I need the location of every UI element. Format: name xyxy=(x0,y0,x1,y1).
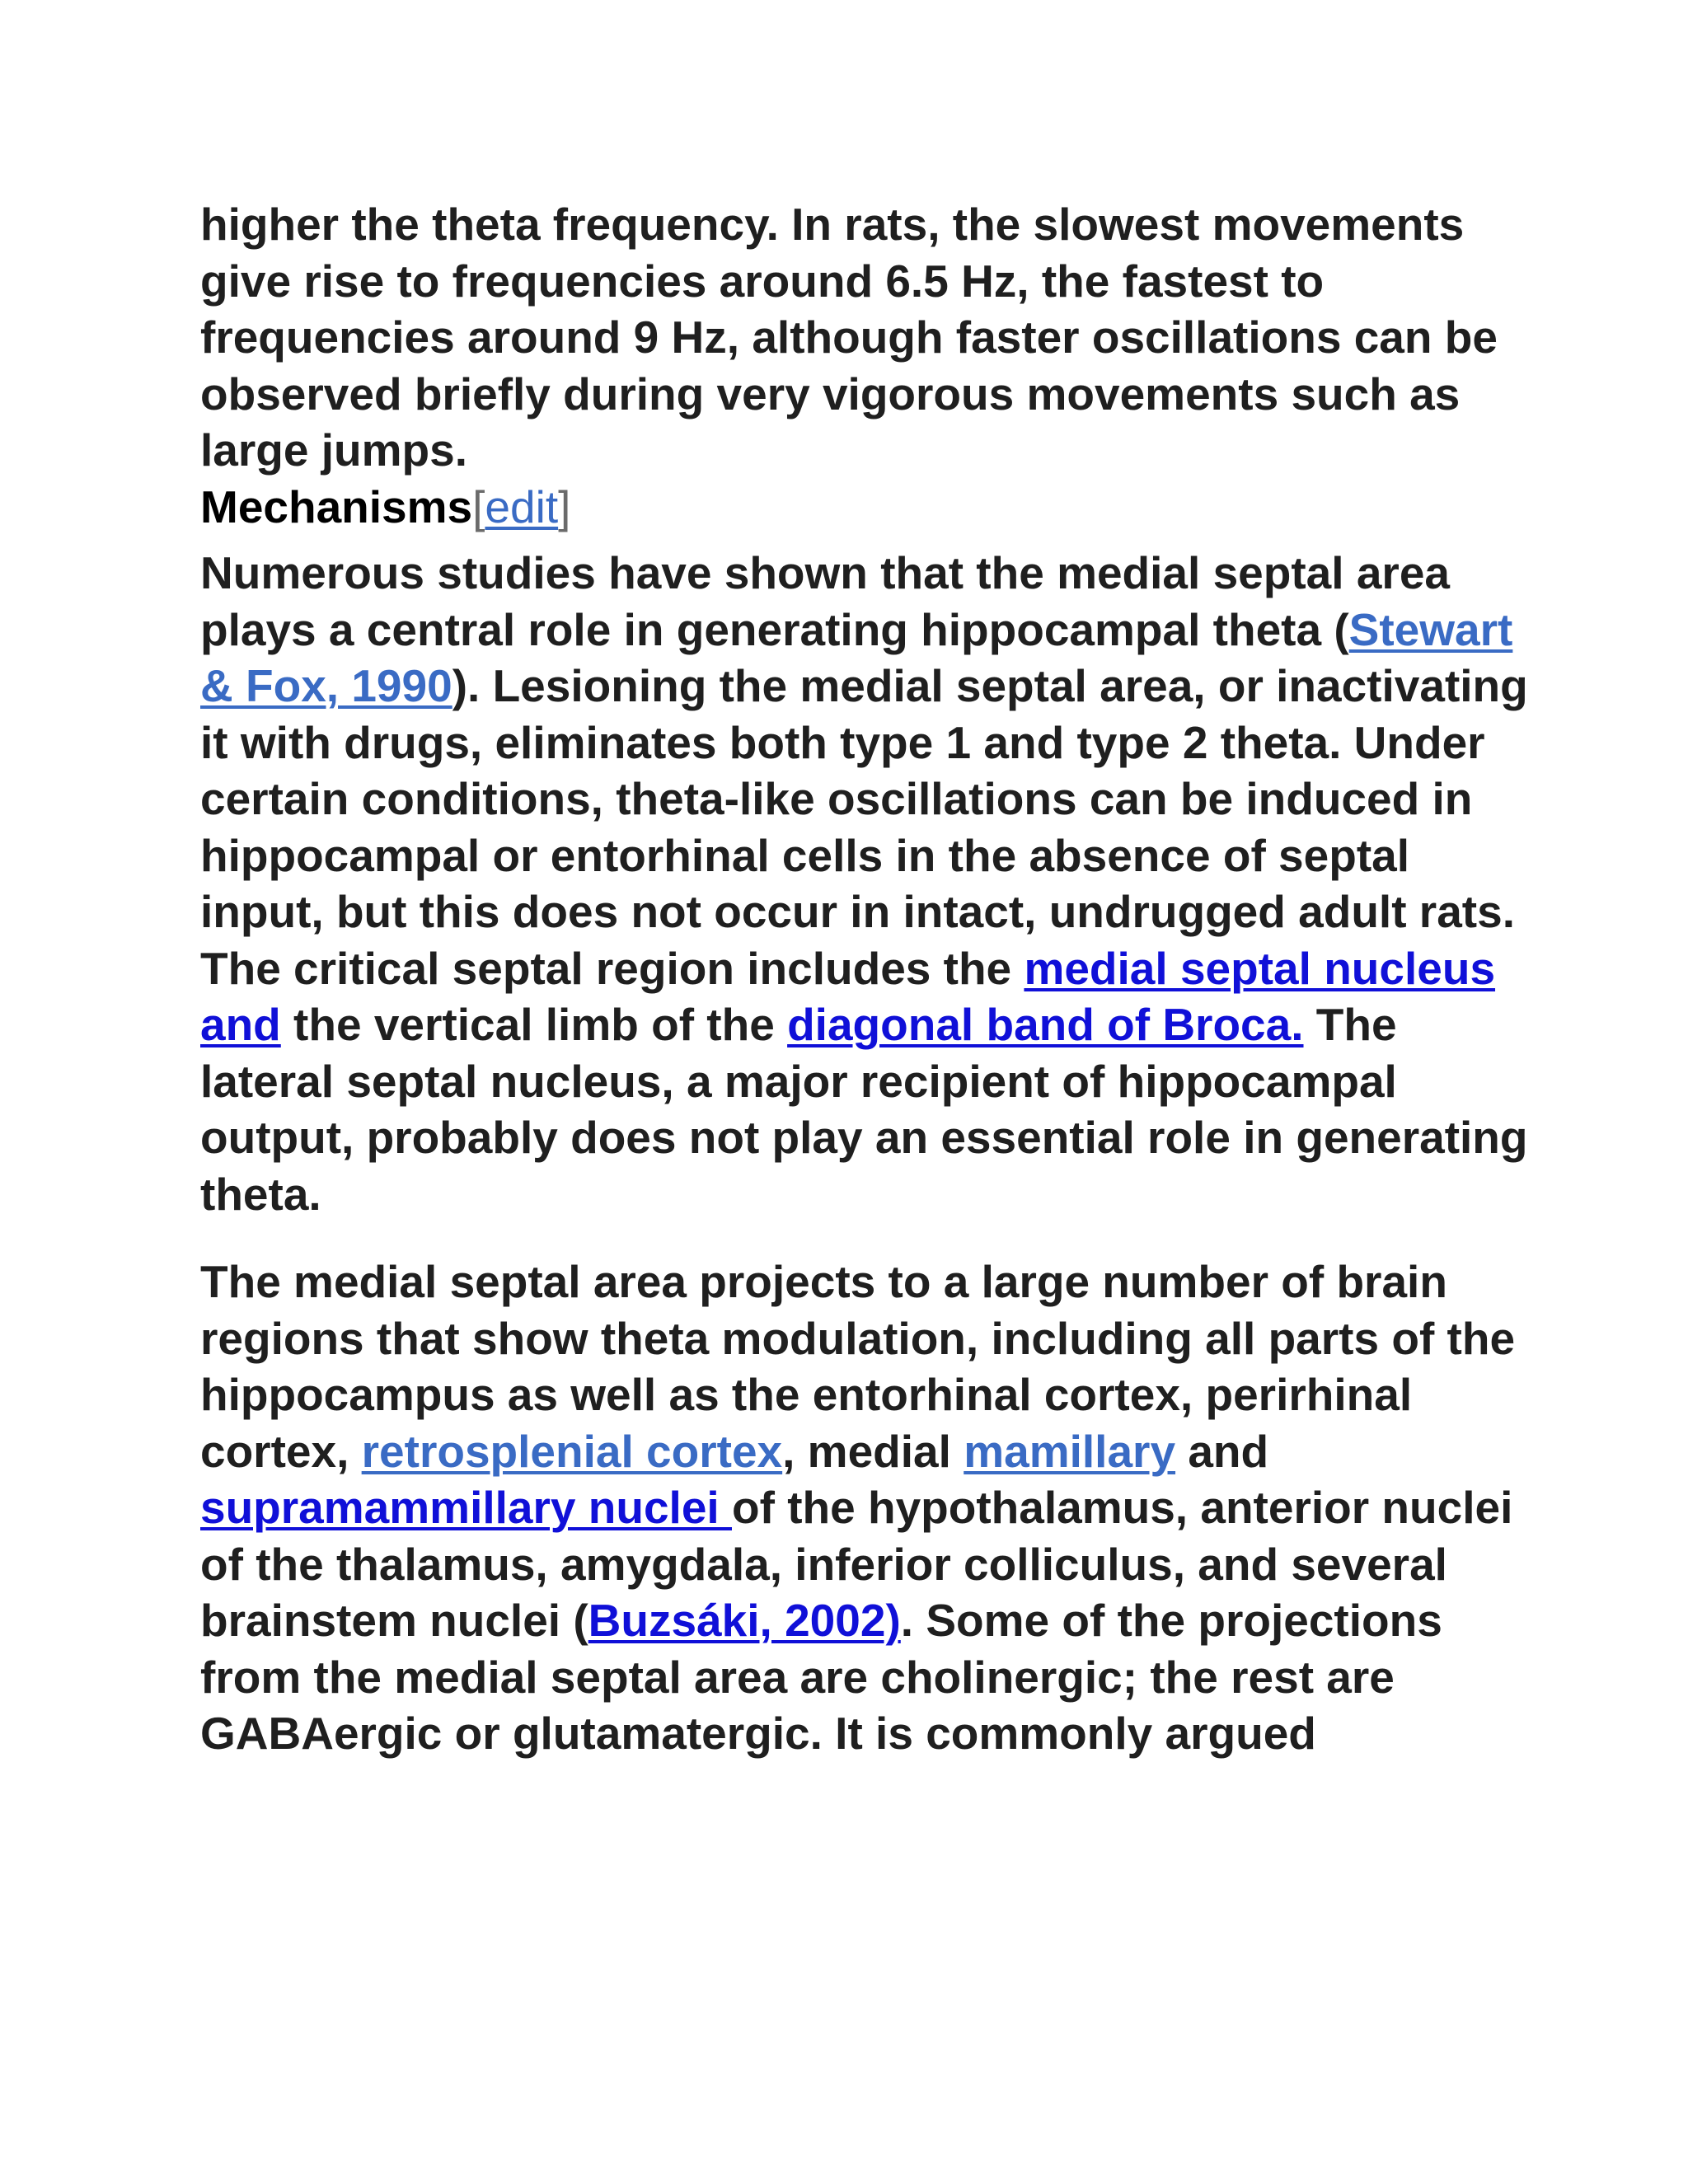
text-span: Numerous studies have shown that the medial septal area plays a central role in generating hippocampal theta ( xyxy=(200,547,1450,655)
text-span: , medial xyxy=(782,1425,964,1477)
paragraph-text: higher the theta frequency. In rats, the slowest movements give rise to frequencies around 6.5 Hz, the fastest to frequencies around 9 Hz, although faster oscillations can be observed briefly during very vigorous movements such as large jumps. xyxy=(200,199,1498,476)
paragraph-theta-frequency xyxy=(200,196,1536,479)
citation-link-stewart-fox[interactable]: Stewart & Fox, 1990 xyxy=(200,603,1513,711)
link-medial-septal-nucleus[interactable]: medial septal nucleus and xyxy=(200,942,1496,1050)
link-mamillary[interactable]: mamillary xyxy=(964,1425,1176,1477)
link-retrosplenial-cortex[interactable]: retrosplenial cortex xyxy=(361,1425,783,1477)
bracket-open: [ xyxy=(472,480,485,532)
citation-link-buzsaki[interactable]: Buzsáki, 2002) xyxy=(588,1595,901,1646)
link-diagonal-band-broca[interactable]: diagonal band of Broca. xyxy=(787,999,1304,1050)
text-span: ). Lesioning the medial septal area, or inactivating it with drugs, eliminates both type 1 and type 2 theta. Under certain conditions, theta-like oscillations can be induced in hippocampal or entorhinal cells in the absence of septal input, but this does not occur in intact, undrugged adult rats. The critical septal region includes the xyxy=(200,660,1528,994)
paragraph-projections xyxy=(200,1254,1536,1762)
document-page xyxy=(200,196,1536,1762)
text-span: . Some of the projections from the medial septal area are cholinergic; the rest are GABAergic or glutamatergic. It is commonly argued xyxy=(200,1595,1442,1759)
text-span: The medial septal area projects to a large number of brain regions that show theta modulation, including all parts of the hippocampus as well as the entorhinal cortex, perirhinal cortex, xyxy=(200,1256,1516,1477)
link-supramammillary-nuclei[interactable]: supramammillary nuclei xyxy=(200,1482,732,1533)
heading-title: Mechanisms xyxy=(200,480,473,532)
bracket-close: ] xyxy=(558,480,571,532)
text-span: The lateral septal nucleus, a major recipient of hippocampal output, probably does not play an essential role in generating theta. xyxy=(200,999,1528,1220)
section-heading-mechanisms xyxy=(200,479,1536,536)
text-span: and xyxy=(1175,1425,1269,1477)
text-span: the vertical limb of the xyxy=(280,999,788,1050)
paragraph-medial-septal xyxy=(200,545,1536,1222)
edit-link[interactable]: edit xyxy=(485,480,559,532)
text-span: of the hypothalamus, anterior nuclei of the thalamus, amygdala, inferior colliculus, and several brainstem nuclei ( xyxy=(200,1482,1513,1646)
